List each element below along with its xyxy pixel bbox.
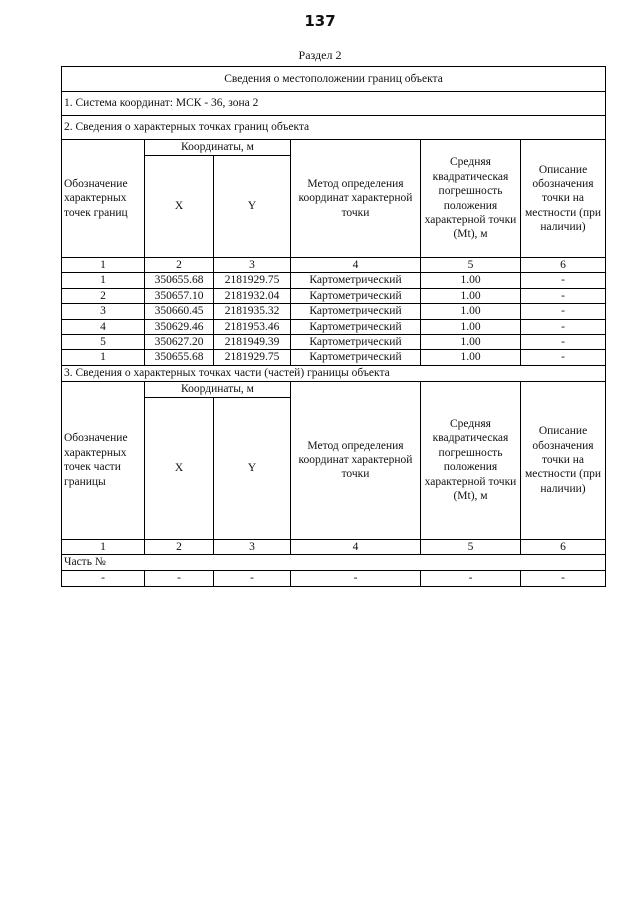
table-row xyxy=(62,288,606,303)
header-accuracy: Средняя квадратическая погрешность положения характерной точки (Mt), м xyxy=(421,140,521,258)
method-cell: - xyxy=(291,571,421,587)
coordinate-system: 1. Система координат: МСК - 36, зона 2 xyxy=(62,92,606,116)
point-cell: 3 xyxy=(62,304,145,319)
table-row xyxy=(62,273,606,288)
point-cell: 2 xyxy=(62,288,145,303)
header-method: Метод определения координат характерной точки xyxy=(291,140,421,258)
table-row xyxy=(62,319,606,334)
header-point-text: Обозначение характерных точек части границы xyxy=(64,432,128,488)
x-cell: 350629.46 xyxy=(145,319,214,334)
method-cell: Картометрический xyxy=(291,304,421,319)
header-point: Обозначение характерных точек границ xyxy=(62,140,145,258)
y-cell: 2181929.75 xyxy=(214,350,291,365)
header-x: X xyxy=(145,397,214,539)
method-cell: Картометрический xyxy=(291,334,421,349)
x-cell: 350655.68 xyxy=(145,273,214,288)
mt-cell: 1.00 xyxy=(421,304,521,319)
desc-cell: - xyxy=(521,571,606,587)
y-cell: 2181932.04 xyxy=(214,288,291,303)
header-coords: Координаты, м xyxy=(145,381,291,397)
y-cell: - xyxy=(214,571,291,587)
mt-cell: 1.00 xyxy=(421,334,521,349)
method-cell: Картометрический xyxy=(291,273,421,288)
y-cell: 2181953.46 xyxy=(214,319,291,334)
section2-title: 3. Сведения о характерных точках части (частей) границы объекта xyxy=(62,365,606,381)
col-number: 1 xyxy=(62,539,145,554)
col-number: 3 xyxy=(214,539,291,554)
header-coords: Координаты, м xyxy=(145,140,291,156)
x-cell: - xyxy=(145,571,214,587)
header-method: Метод определения координат характерной точки xyxy=(291,381,421,539)
x-cell: 350657.10 xyxy=(145,288,214,303)
point-cell: 5 xyxy=(62,334,145,349)
header-point xyxy=(62,381,145,539)
section1-title: 2. Сведения о характерных точках границ объекта xyxy=(62,116,606,140)
section-label: Раздел 2 xyxy=(298,48,342,62)
desc-cell: - xyxy=(521,334,606,349)
method-cell: Картометрический xyxy=(291,350,421,365)
y-cell: 2181935.32 xyxy=(214,304,291,319)
column-numbers-row xyxy=(62,258,606,273)
col-number: 1 xyxy=(62,258,145,273)
table-row xyxy=(62,334,606,349)
table-row xyxy=(62,350,606,365)
col-number: 3 xyxy=(214,258,291,273)
point-cell: 1 xyxy=(62,273,145,288)
page-number: 137 xyxy=(304,12,336,30)
header-x: X xyxy=(145,156,214,258)
desc-cell: - xyxy=(521,304,606,319)
boundary-table xyxy=(61,66,606,587)
mt-cell: 1.00 xyxy=(421,288,521,303)
header-y: Y xyxy=(214,156,291,258)
x-cell: 350660.45 xyxy=(145,304,214,319)
point-cell: 4 xyxy=(62,319,145,334)
mt-cell: 1.00 xyxy=(421,273,521,288)
part-label: Часть № xyxy=(62,555,606,571)
point-cell: 1 xyxy=(62,350,145,365)
header-description: Описание обозначения точки на местности (при наличии) xyxy=(521,140,606,258)
table-row xyxy=(62,571,606,587)
desc-cell: - xyxy=(521,319,606,334)
col-number: 4 xyxy=(291,258,421,273)
x-cell: 350627.20 xyxy=(145,334,214,349)
mt-cell: 1.00 xyxy=(421,319,521,334)
col-number: 5 xyxy=(421,539,521,554)
column-numbers-row xyxy=(62,539,606,554)
table-title: Сведения о местоположении границ объекта xyxy=(62,67,606,92)
col-number: 6 xyxy=(521,258,606,273)
x-cell: 350655.68 xyxy=(145,350,214,365)
col-number: 2 xyxy=(145,258,214,273)
desc-cell: - xyxy=(521,288,606,303)
header-description: Описание обозначения точки на местности (при наличии) xyxy=(521,381,606,539)
col-number: 4 xyxy=(291,539,421,554)
table-row xyxy=(62,304,606,319)
col-number: 6 xyxy=(521,539,606,554)
desc-cell: - xyxy=(521,273,606,288)
method-cell: Картометрический xyxy=(291,319,421,334)
header-accuracy: Средняя квадратическая погрешность положения характерной точки (Mt), м xyxy=(421,381,521,539)
y-cell: 2181949.39 xyxy=(214,334,291,349)
point-cell: - xyxy=(62,571,145,587)
header-y: Y xyxy=(214,397,291,539)
mt-cell: - xyxy=(421,571,521,587)
col-number: 2 xyxy=(145,539,214,554)
desc-cell: - xyxy=(521,350,606,365)
method-cell: Картометрический xyxy=(291,288,421,303)
y-cell: 2181929.75 xyxy=(214,273,291,288)
mt-cell: 1.00 xyxy=(421,350,521,365)
col-number: 5 xyxy=(421,258,521,273)
